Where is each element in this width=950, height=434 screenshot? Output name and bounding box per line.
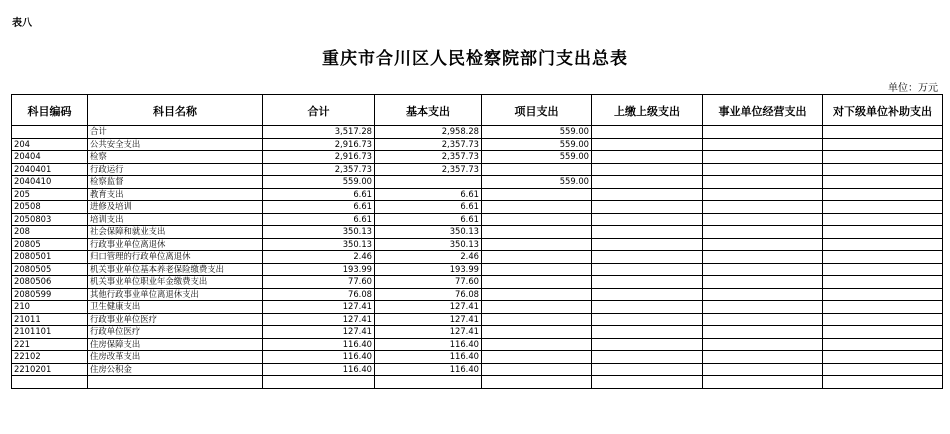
- cell-basic: 116.40: [375, 363, 482, 376]
- cell-name: 住房公积金: [88, 363, 263, 376]
- cell-total: 193.99: [263, 263, 375, 276]
- cell-c1: [592, 126, 703, 139]
- cell-basic: 350.13: [375, 226, 482, 239]
- cell-code: 2040410: [12, 176, 88, 189]
- cell-c2: [703, 313, 823, 326]
- cell-c2: [703, 138, 823, 151]
- cell-c3: [823, 313, 943, 326]
- cell-c3: [823, 263, 943, 276]
- cell-code: 2080599: [12, 288, 88, 301]
- cell-basic: 350.13: [375, 238, 482, 251]
- cell-project: [482, 288, 592, 301]
- table-row: [12, 376, 943, 389]
- cell-c1: [592, 201, 703, 214]
- cell-c3: [823, 151, 943, 164]
- cell-c2: [703, 338, 823, 351]
- cell-c3: [823, 276, 943, 289]
- cell-code: 2040401: [12, 163, 88, 176]
- cell-project: [482, 238, 592, 251]
- cell-code: 22102: [12, 351, 88, 364]
- cell-basic: 2,958.28: [375, 126, 482, 139]
- cell-name: 其他行政事业单位离退休支出: [88, 288, 263, 301]
- cell-basic: 76.08: [375, 288, 482, 301]
- table-row: [12, 276, 943, 289]
- cell-total: 2,916.73: [263, 151, 375, 164]
- table-row: [12, 251, 943, 264]
- cell-c2: [703, 288, 823, 301]
- header-business: 事业单位经营支出: [703, 95, 823, 126]
- cell-c1: [592, 213, 703, 226]
- cell-basic: 77.60: [375, 276, 482, 289]
- cell-name: [88, 376, 263, 389]
- cell-code: 2080501: [12, 251, 88, 264]
- cell-c1: [592, 313, 703, 326]
- table-row: [12, 288, 943, 301]
- cell-basic: 2,357.73: [375, 163, 482, 176]
- cell-c1: [592, 338, 703, 351]
- cell-c3: [823, 226, 943, 239]
- header-code: 科目编码: [12, 95, 88, 126]
- cell-total: 2,916.73: [263, 138, 375, 151]
- cell-total: 116.40: [263, 351, 375, 364]
- cell-c1: [592, 188, 703, 201]
- cell-basic: 6.61: [375, 213, 482, 226]
- cell-code: 2101101: [12, 326, 88, 339]
- cell-basic: 193.99: [375, 263, 482, 276]
- cell-c3: [823, 138, 943, 151]
- cell-basic: 116.40: [375, 338, 482, 351]
- cell-name: 行政单位医疗: [88, 326, 263, 339]
- cell-project: [482, 326, 592, 339]
- cell-basic: [375, 176, 482, 189]
- cell-basic: 127.41: [375, 313, 482, 326]
- cell-basic: 2.46: [375, 251, 482, 264]
- cell-name: 卫生健康支出: [88, 301, 263, 314]
- cell-total: 2,357.73: [263, 163, 375, 176]
- cell-c3: [823, 301, 943, 314]
- cell-total: 350.13: [263, 238, 375, 251]
- cell-c3: [823, 326, 943, 339]
- cell-code: 221: [12, 338, 88, 351]
- cell-c2: [703, 176, 823, 189]
- cell-c3: [823, 201, 943, 214]
- header-subsidy: 对下级单位补助支出: [823, 95, 943, 126]
- cell-name: 机关事业单位基本养老保险缴费支出: [88, 263, 263, 276]
- cell-c2: [703, 263, 823, 276]
- header-row: [12, 95, 943, 126]
- header-project: 项目支出: [482, 95, 592, 126]
- cell-c2: [703, 376, 823, 389]
- cell-code: 21011: [12, 313, 88, 326]
- cell-name: 机关事业单位职业年金缴费支出: [88, 276, 263, 289]
- cell-code: 20805: [12, 238, 88, 251]
- unit-label: 单位：万元: [888, 83, 938, 94]
- cell-name: 培训支出: [88, 213, 263, 226]
- cell-c1: [592, 326, 703, 339]
- cell-c1: [592, 226, 703, 239]
- header-basic: 基本支出: [375, 95, 482, 126]
- cell-c2: [703, 126, 823, 139]
- cell-basic: 116.40: [375, 351, 482, 364]
- cell-c3: [823, 376, 943, 389]
- cell-c2: [703, 238, 823, 251]
- page-title: 重庆市合川区人民检察院部门支出总表: [322, 49, 628, 69]
- cell-name: 检察: [88, 151, 263, 164]
- cell-c1: [592, 163, 703, 176]
- cell-name: 住房保障支出: [88, 338, 263, 351]
- cell-code: [12, 376, 88, 389]
- cell-project: [482, 188, 592, 201]
- cell-c1: [592, 363, 703, 376]
- cell-c2: [703, 363, 823, 376]
- cell-code: [12, 126, 88, 139]
- cell-name: 行政事业单位医疗: [88, 313, 263, 326]
- cell-c2: [703, 163, 823, 176]
- cell-total: 6.61: [263, 213, 375, 226]
- cell-project: [482, 251, 592, 264]
- table-row: [12, 313, 943, 326]
- cell-total: 76.08: [263, 288, 375, 301]
- cell-total: 116.40: [263, 338, 375, 351]
- cell-name: 进修及培训: [88, 201, 263, 214]
- table-row: [12, 126, 943, 139]
- cell-project: [482, 301, 592, 314]
- table-row: [12, 351, 943, 364]
- cell-c1: [592, 351, 703, 364]
- table-row: [12, 138, 943, 151]
- cell-total: 350.13: [263, 226, 375, 239]
- cell-name: 社会保障和就业支出: [88, 226, 263, 239]
- cell-total: 6.61: [263, 201, 375, 214]
- cell-c2: [703, 301, 823, 314]
- cell-code: 2050803: [12, 213, 88, 226]
- cell-total: 3,517.28: [263, 126, 375, 139]
- cell-total: 127.41: [263, 313, 375, 326]
- expenditure-table: [11, 94, 943, 389]
- cell-code: 2210201: [12, 363, 88, 376]
- cell-basic: 127.41: [375, 301, 482, 314]
- cell-project: [482, 201, 592, 214]
- table-row: [12, 213, 943, 226]
- cell-c3: [823, 238, 943, 251]
- cell-project: [482, 313, 592, 326]
- cell-c2: [703, 351, 823, 364]
- cell-project: [482, 276, 592, 289]
- cell-basic: [375, 376, 482, 389]
- cell-total: 127.41: [263, 326, 375, 339]
- header-upper-remit: 上缴上级支出: [592, 95, 703, 126]
- cell-c3: [823, 363, 943, 376]
- table-row: [12, 176, 943, 189]
- table-row: [12, 263, 943, 276]
- cell-total: 116.40: [263, 363, 375, 376]
- cell-c2: [703, 151, 823, 164]
- table-row: [12, 151, 943, 164]
- table-body: [12, 126, 943, 389]
- cell-name: 合计: [88, 126, 263, 139]
- cell-c2: [703, 201, 823, 214]
- cell-name: 教育支出: [88, 188, 263, 201]
- cell-c1: [592, 301, 703, 314]
- cell-c3: [823, 126, 943, 139]
- cell-c2: [703, 188, 823, 201]
- cell-project: [482, 376, 592, 389]
- table-row: [12, 326, 943, 339]
- cell-c2: [703, 276, 823, 289]
- cell-project: 559.00: [482, 151, 592, 164]
- cell-project: [482, 351, 592, 364]
- cell-basic: 2,357.73: [375, 138, 482, 151]
- cell-c3: [823, 338, 943, 351]
- cell-c1: [592, 151, 703, 164]
- cell-name: 住房改革支出: [88, 351, 263, 364]
- cell-code: 2080505: [12, 263, 88, 276]
- cell-name: 公共安全支出: [88, 138, 263, 151]
- cell-c3: [823, 213, 943, 226]
- cell-code: 210: [12, 301, 88, 314]
- cell-basic: 2,357.73: [375, 151, 482, 164]
- cell-c2: [703, 213, 823, 226]
- cell-code: 204: [12, 138, 88, 151]
- cell-name: 检察监督: [88, 176, 263, 189]
- cell-c2: [703, 226, 823, 239]
- cell-name: 行政事业单位离退休: [88, 238, 263, 251]
- cell-c2: [703, 251, 823, 264]
- header-name: 科目名称: [88, 95, 263, 126]
- cell-project: [482, 213, 592, 226]
- cell-code: 20404: [12, 151, 88, 164]
- table-row: [12, 226, 943, 239]
- cell-basic: 6.61: [375, 188, 482, 201]
- cell-code: 20508: [12, 201, 88, 214]
- cell-project: [482, 163, 592, 176]
- table-tag: 表八: [12, 18, 32, 29]
- cell-c1: [592, 276, 703, 289]
- cell-c3: [823, 188, 943, 201]
- cell-c1: [592, 263, 703, 276]
- cell-project: 559.00: [482, 176, 592, 189]
- cell-total: 6.61: [263, 188, 375, 201]
- cell-c3: [823, 251, 943, 264]
- header-total: 合计: [263, 95, 375, 126]
- cell-c1: [592, 238, 703, 251]
- cell-total: 559.00: [263, 176, 375, 189]
- cell-total: 127.41: [263, 301, 375, 314]
- cell-total: [263, 376, 375, 389]
- cell-c3: [823, 163, 943, 176]
- table-row: [12, 188, 943, 201]
- table-row: [12, 201, 943, 214]
- cell-name: 归口管理的行政单位离退休: [88, 251, 263, 264]
- cell-c3: [823, 288, 943, 301]
- cell-c3: [823, 351, 943, 364]
- cell-c2: [703, 326, 823, 339]
- cell-project: [482, 363, 592, 376]
- cell-project: [482, 338, 592, 351]
- cell-c1: [592, 138, 703, 151]
- cell-c3: [823, 176, 943, 189]
- cell-total: 2.46: [263, 251, 375, 264]
- cell-c1: [592, 288, 703, 301]
- table-row: [12, 301, 943, 314]
- cell-project: 559.00: [482, 138, 592, 151]
- cell-project: 559.00: [482, 126, 592, 139]
- cell-project: [482, 226, 592, 239]
- cell-c1: [592, 176, 703, 189]
- table-row: [12, 163, 943, 176]
- cell-c1: [592, 251, 703, 264]
- cell-basic: 6.61: [375, 201, 482, 214]
- cell-c1: [592, 376, 703, 389]
- cell-code: 208: [12, 226, 88, 239]
- cell-name: 行政运行: [88, 163, 263, 176]
- table-row: [12, 238, 943, 251]
- cell-code: 205: [12, 188, 88, 201]
- table-row: [12, 363, 943, 376]
- cell-code: 2080506: [12, 276, 88, 289]
- cell-project: [482, 263, 592, 276]
- cell-basic: 127.41: [375, 326, 482, 339]
- cell-total: 77.60: [263, 276, 375, 289]
- table-row: [12, 338, 943, 351]
